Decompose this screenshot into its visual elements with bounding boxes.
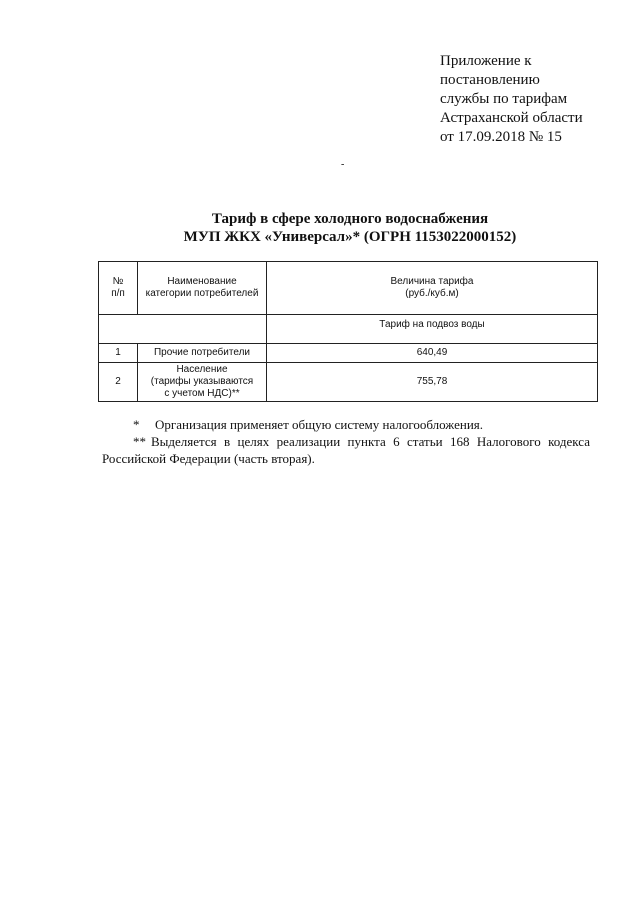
header-name-line-2: категории потребителей [145, 288, 259, 299]
title-line-2: МУП ЖКХ «Универсал»* (ОГРН 1153022000152) [183, 229, 517, 245]
appendix-reference [440, 52, 583, 147]
footnote-1 [102, 416, 590, 433]
section-label: Тариф на подвоз воды [379, 319, 485, 330]
header-number-symbol: № [112, 276, 124, 287]
appendix-line: постановлению [440, 72, 540, 88]
header-number-cell [99, 262, 138, 315]
row-number-cell: 2 [99, 363, 138, 402]
footnote-2-text: Выделяется в целях реализации пункта 6 статьи 168 Налогового кодекса [151, 434, 590, 449]
footnote-2-mark: ** [133, 434, 146, 449]
row-name-line: Прочие потребители [153, 347, 250, 358]
row-value-cell: 640,49 [267, 344, 598, 363]
appendix-line: Астраханской области [440, 110, 583, 126]
header-name-line-1: Наименование [167, 276, 237, 287]
footnotes [102, 416, 590, 467]
row-number-cell: 1 [99, 344, 138, 363]
header-value-line-2: (руб./куб.м) [405, 288, 459, 299]
table-row [99, 363, 598, 402]
header-number-abbr: п/п [111, 288, 125, 299]
small-mark: - [341, 159, 345, 170]
tariff-table [98, 261, 598, 402]
footnote-1-text: Организация применяет общую систему налогообложения. [155, 417, 484, 432]
appendix-line: службы по тарифам [440, 91, 568, 107]
section-label-cell [267, 315, 598, 344]
table-section-row [99, 315, 598, 344]
appendix-line: Приложение к [440, 53, 532, 69]
header-name-cell [138, 262, 267, 315]
footnote-2 [102, 433, 590, 450]
document-title [100, 210, 600, 246]
row-name-cell [138, 363, 267, 402]
appendix-line: от 17.09.2018 № 15 [440, 129, 562, 145]
table-row [99, 344, 598, 363]
footnote-2-continuation: Российской Федерации (часть вторая). [102, 451, 315, 466]
header-value-line-1: Величина тарифа [390, 276, 474, 287]
table-header-row [99, 262, 598, 315]
row-name-line: Население [176, 364, 228, 375]
section-empty-cell [99, 315, 267, 344]
row-value-cell: 755,78 [267, 363, 598, 402]
row-name-line: с учетом НДС)** [164, 388, 240, 399]
row-name-line: (тарифы указываются [150, 376, 254, 387]
footnote-1-mark: * [133, 417, 140, 432]
row-name-cell [138, 344, 267, 363]
header-value-cell [267, 262, 598, 315]
title-line-1: Тариф в сфере холодного водоснабжения [211, 211, 489, 227]
